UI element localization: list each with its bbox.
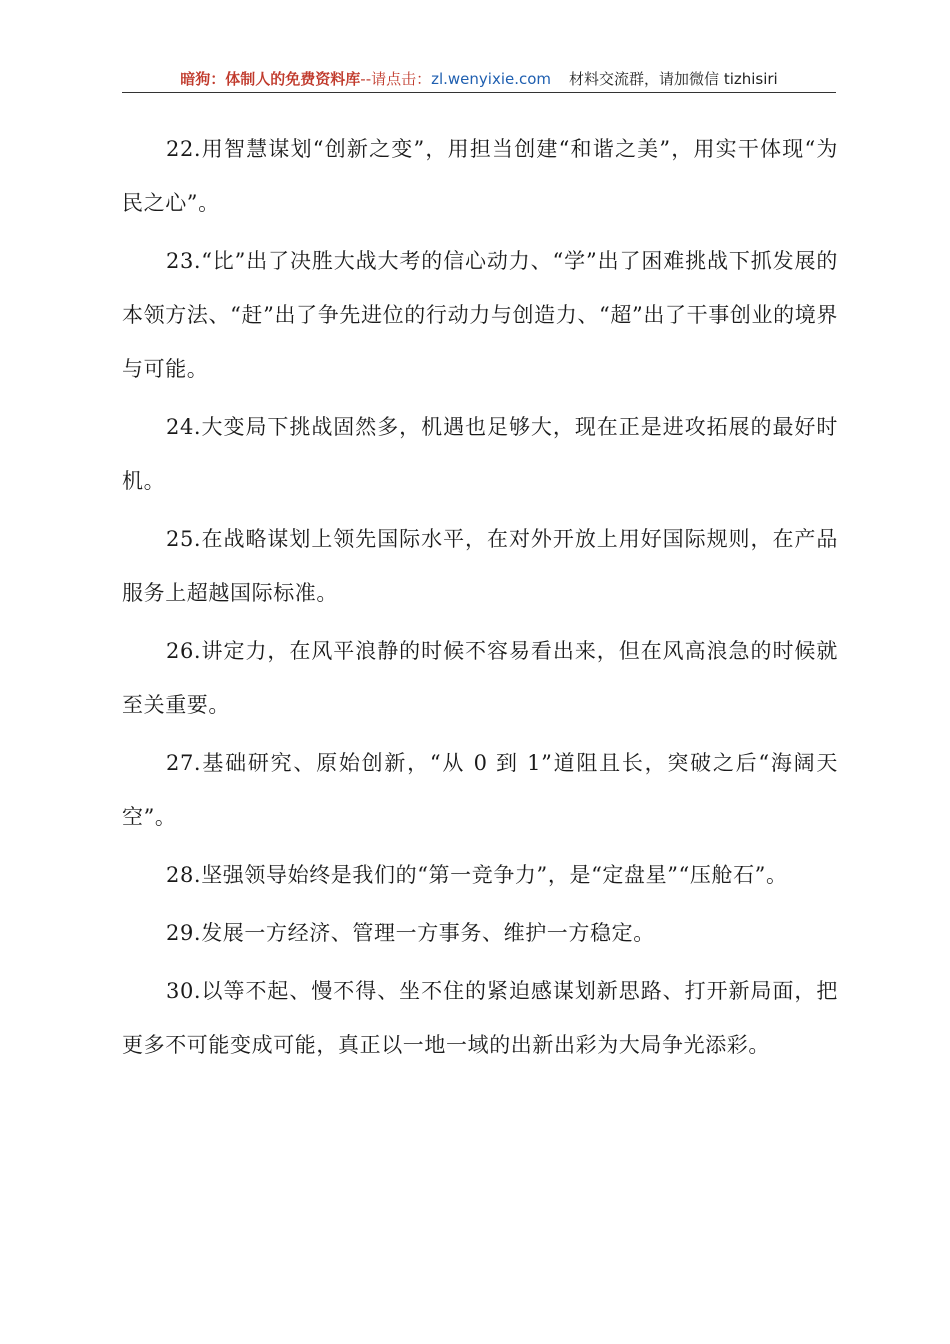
list-item-22: 22.用智慧谋划“创新之变”，用担当创建“和谐之美”，用实干体现“为民之心”。 — [122, 137, 838, 215]
page-header — [122, 66, 836, 93]
list-item-25: 25.在战略谋划上领先国际水平，在对外开放上用好国际规则，在产品服务上超越国际标准。 — [122, 527, 838, 605]
list-item-27: 27.基础研究、原始创新，“从 0 到 1”道阻且长，突破之后“海阔天空”。 — [122, 751, 838, 829]
list-item-30: 30.以等不起、慢不得、坐不住的紧迫感谋划新思路、打开新局面，把更多不可能变成可能，真正以一地一域的出新出彩为大局争光添彩。 — [122, 979, 838, 1057]
list-item-29: 29.发展一方经济、管理一方事务、维护一方稳定。 — [166, 921, 655, 945]
list-item-23: 23.“比”出了决胜大战大考的信心动力、“学”出了困难挑战下抓发展的本领方法、“赶”出了争先进位的行动力与创造力、“超”出了干事创业的境界与可能。 — [122, 249, 838, 381]
header-prompt: --请点击： — [360, 70, 432, 88]
header-brand: 暗狗：体制人的免费资料库 — [180, 70, 361, 88]
list-item-24: 24.大变局下挑战固然多，机遇也足够大，现在正是进攻拓展的最好时机。 — [122, 415, 838, 493]
list-item-26: 26.讲定力，在风平浪静的时候不容易看出来，但在风高浪急的时候就至关重要。 — [122, 639, 838, 717]
list-item-28: 28.坚强领导始终是我们的“第一竞争力”，是“定盘星”“压舱石”。 — [166, 863, 788, 887]
document-body — [122, 122, 838, 1076]
header-url-link[interactable]: zl.wenyixie.com — [431, 70, 552, 88]
header-wechat-note: 材料交流群，请加微信 tizhisiri — [569, 70, 778, 88]
